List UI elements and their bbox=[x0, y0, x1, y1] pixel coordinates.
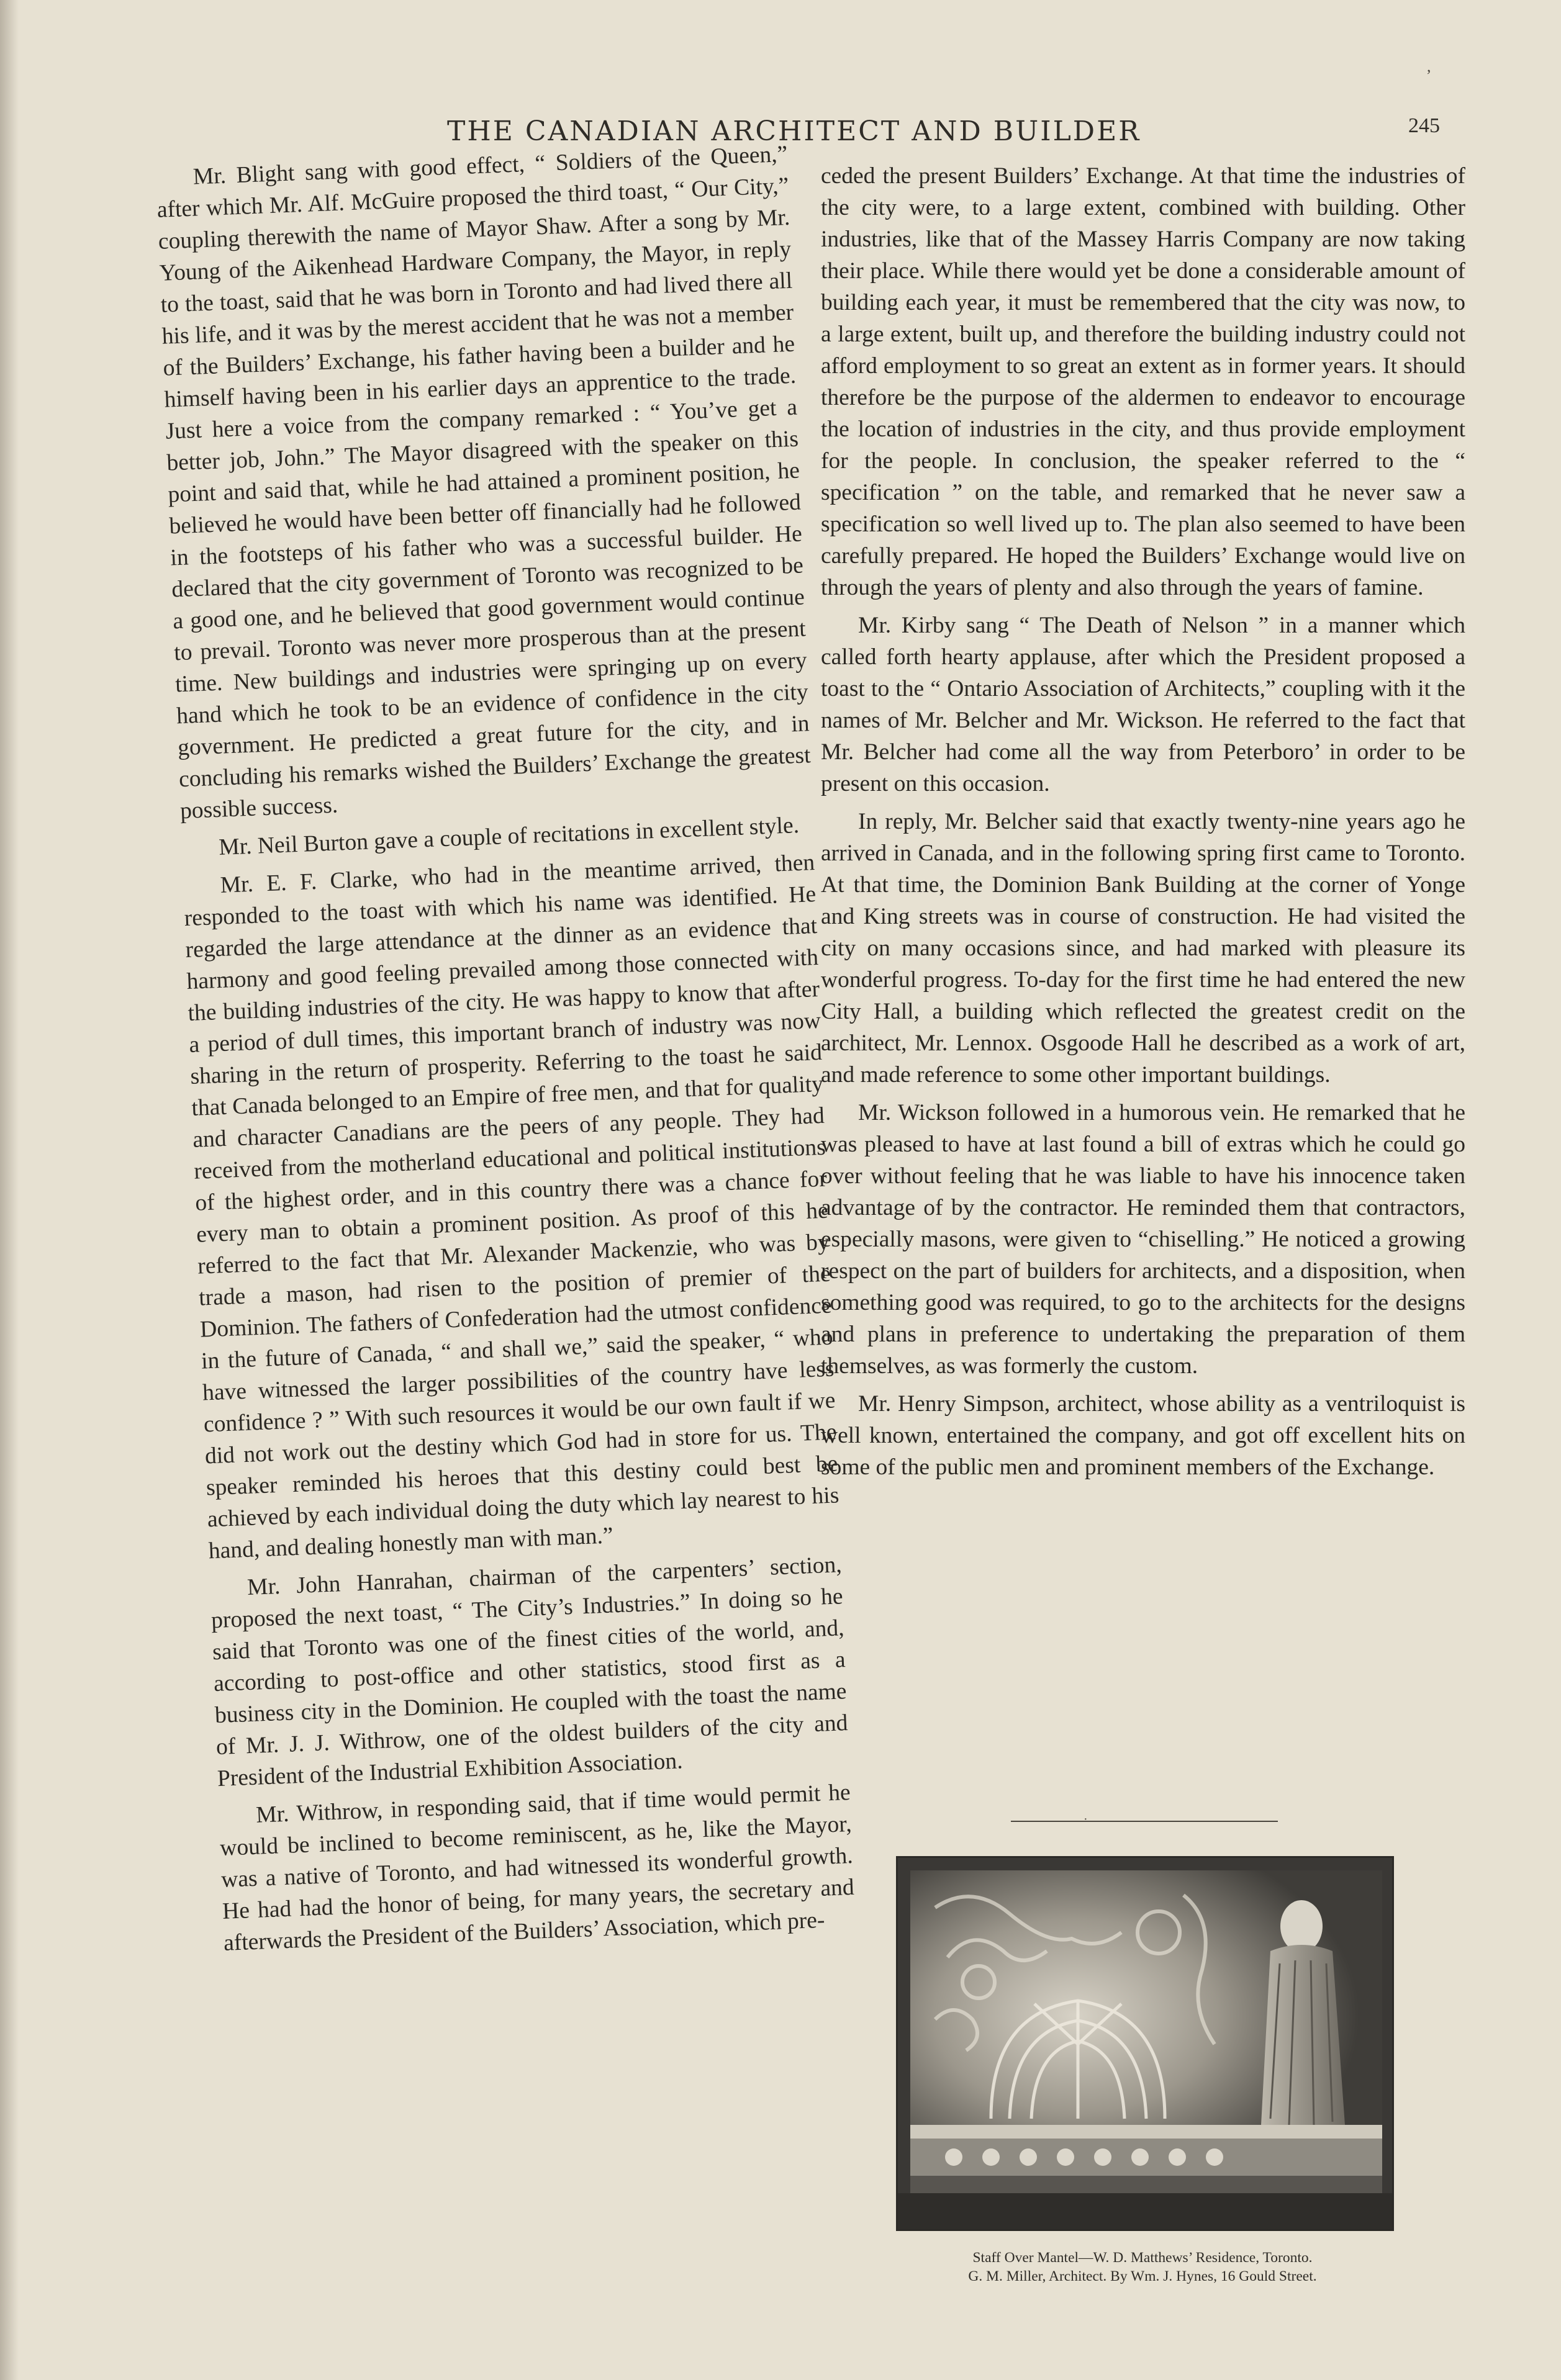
section-divider bbox=[1011, 1821, 1278, 1822]
paragraph: Mr. Withrow, in responding said, that if time would permit he would be inclined to become reminiscent, as he, like the Mayor, was a native of Toronto, and had witnessed its wonderful growth. He had had the honor of being, for many years, the secretary and afterwards the President of the Builders’ Association, which pre- bbox=[219, 1779, 855, 1956]
figure-caption bbox=[844, 2248, 1441, 2286]
caption-line: G. M. Miller, Architect. By Wm. J. Hynes, 16 Gould Street. bbox=[968, 2268, 1317, 2284]
paragraph: Mr. Neil Burton gave a couple of recitations in excellent style. bbox=[218, 812, 800, 860]
paragraph: Mr. John Hanrahan, chairman of the carpenters’ section, proposed the next toast, “ The City’s Industries.” In doing so he said that Toronto was one of the finest cities of the world, and, according to post-office and other statistics, stood first as a business city in the Dominion. He coupled with the toast the name of Mr. J. J. Withrow, one of the oldest builders of the city and President of the Industrial Exhibition Association. bbox=[210, 1552, 849, 1792]
ink-speck: , bbox=[1427, 57, 1431, 75]
plaster-relief-image bbox=[898, 1858, 1392, 2229]
paragraph: Mr. Kirby sang “ The Death of Nelson ” in a manner which called forth hearty applause, after which the President proposed a toast to the “ Ontario Association of Architects,” coupling with it the names of Mr. Belcher and Mr. Wickson. He referred to the fact that Mr. Belcher had come all the way from Peterboro’ in order to be present on this occasion. bbox=[821, 613, 1465, 796]
page-number: 245 bbox=[1408, 114, 1440, 137]
paragraph: Mr. Wickson followed in a humorous vein. He remarked that he was pleased to have at last found a bill of extras which he could go over without feeling that he was liable to have his innocence taken advantage of by the contractor. He reminded them that contractors, especially masons, were given to “chiselling.” He noticed a growing respect on the part of builders for architects, and a disposition, when something good was required, to go to the architects for the designs and plans in preference to undertaking the preparation of them themselves, as was formerly the custom. bbox=[821, 1100, 1465, 1379]
caption-line: Staff Over Mantel—W. D. Matthews’ Residence, Toronto. bbox=[972, 2250, 1313, 2266]
paragraph: ceded the present Builders’ Exchange. At that time the industries of the city were, to a large extent, combined with building. Other industries, like that of the Massey Harris Company are now taking their place. While there would yet be done a considerable amount of building each year, it must be remembered that the city was now, to a large extent, built up, and therefore the building industry could not afford employment to so great an extent as in former years. It should therefore be the purpose of the aldermen to endeavor to encourage the location of industries in the city, and thus provide employment for the people. In conclusion, the speaker referred to the “ specification ” on the table, and remarked that he never saw a specification so well lived up to. The plan also seemed to have been carefully prepared. He hoped the Builders’ Exchange would live on through the years of plenty and also through the years of famine. bbox=[821, 163, 1465, 600]
right-column bbox=[821, 160, 1465, 1489]
running-title: THE CANADIAN ARCHITECT AND BUILDER bbox=[447, 115, 1141, 147]
page-binding-shadow bbox=[0, 0, 19, 2380]
paragraph: In reply, Mr. Belcher said that exactly twenty-nine years ago he arrived in Canada, and in the following spring first came to Toronto. At that time, the Dominion Bank Building at the corner of Yonge and King streets was in course of construction. He had visited the city on many occasions since, and had marked with pleasure its wonderful progress. To-day for the first time he had entered the new City Hall, a building which reflected the greatest credit on the architect, Mr. Lennox. Osgoode Hall he described as a work of art, and made reference to some other important buildings. bbox=[821, 809, 1465, 1088]
divider-mark: · bbox=[1084, 1813, 1088, 1826]
left-column bbox=[155, 138, 856, 1965]
mantel-photograph bbox=[896, 1856, 1394, 2231]
paragraph: Mr. E. F. Clarke, who had in the meantime arrived, then responded to the toast with which his name was identified. He regarded the large attendance at the dinner as an evidence that harmony and good feeling prevailed among those connected with the building industries of the city. He was happy to know that after a period of dull times, this important branch of industry was now sharing in the return of prosperity. Referring to the toast he said that Canada belonged to an Empire of free men, and that for quality and character Canadians are the peers of any people. They had received from the motherland educational and political institutions of the highest order, and in this country there was a chance for every man to obtain a prominent position. As proof of this he referred to the fact that Mr. Alexander Mackenzie, who was by trade a mason, had risen to the position of premier of the Dominion. The fathers of Confederation had the utmost confidence in the future of Canada, “ and shall we,” said the speaker, “ who have witnessed the larger possibilities of the country have less confidence ? ” With such resources it would be our own fault if we did not work out the destiny which God had in store for us. The speaker reminded his heroes that this destiny could best be achieved by each individual doing the duty which lay nearest to his hand, and dealing honestly man with man.” bbox=[183, 850, 840, 1564]
paragraph: Mr. Henry Simpson, architect, whose ability as a ventriloquist is well known, entertained the company, and got off excellent hits on some of the public men and prominent members of the Exchange. bbox=[821, 1391, 1465, 1480]
paragraph: Mr. Blight sang with good effect, “ Soldiers of the Queen,” after which Mr. Alf. McGuire proposed the third toast, “ Our City,” coupling therewith the name of Mayor Shaw. After a song by Mr. Young of the Aikenhead Hardware Company, the Mayor, in reply to the toast, said that he was born in Toronto and had lived there all his life, and it was by the merest accident that he was not a member of the Builders’ Exchange, his father having been a builder and he himself having been in his earlier days an apprentice to the trade. Just here a voice from the company remarked : “ You’ve get a better job, John.” The Mayor disagreed with the speaker on this point and said that, while he had attained a prominent position, he believed he would have been better off financially had he followed in the footsteps of his father who was a successful builder. He declared that the city government of Toronto was recognized to be a good one, and he believed that good government would continue to prevail. Toronto was never more prosperous than at the present time. New buildings and industries were springing up on every hand which he took to be an evidence of confidence in the city government. He predicted a great future for the city, and in concluding his remarks wished the Builders’ Exchange the greatest possible success. bbox=[156, 141, 812, 824]
